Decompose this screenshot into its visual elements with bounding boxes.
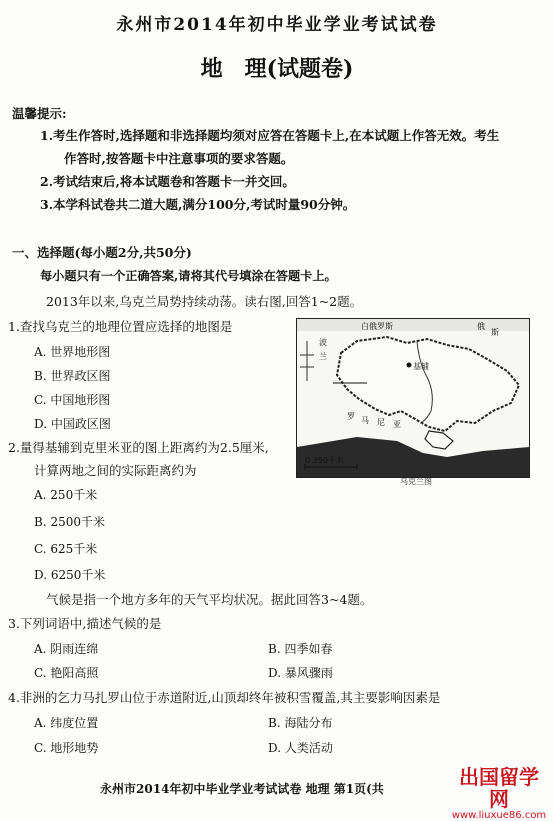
map-label-russia-a: 斯 — [491, 328, 499, 337]
map-label-poland-b: 兰 — [319, 352, 327, 361]
q2-option-a: A. 250千米 — [34, 488, 98, 502]
map-caption: 乌克兰图 — [400, 477, 432, 486]
section-instruction: 每小题只有一个正确答案,请将其代号填涂在答题卡上。 — [40, 269, 337, 283]
ukraine-map-graphic — [297, 319, 529, 477]
notice-item-2: 2.考试结束后,将本试题卷和答题卡一并交回。 — [40, 174, 295, 189]
subject-title — [0, 52, 554, 83]
map-label-kyiv: 基辅 — [413, 362, 429, 371]
section-score-note: (每小题2分,共50分) — [74, 245, 192, 260]
q3-option-d: D. 暴风骤雨 — [268, 666, 333, 680]
map-label-romania-4: 亚 — [393, 420, 401, 429]
map-label-romania-1: 罗 — [347, 412, 355, 421]
kyiv-point — [407, 363, 412, 368]
notice-heading: 温馨提示: — [12, 106, 67, 121]
section-title: 一、选择题 — [12, 245, 75, 260]
question-1-stem: 1.查找乌克兰的地理位置应选择的地图是 — [8, 319, 233, 334]
north-arrow-icon — [300, 341, 314, 381]
q3-option-a: A. 阴雨连绵 — [34, 642, 99, 656]
ukraine-map — [296, 318, 530, 478]
map-label-belarus: 白俄罗斯 — [361, 322, 393, 331]
subject-rest: 理(试题卷) — [244, 56, 354, 82]
question-2-stem: 2.量得基辅到克里米亚的图上距离约为2.5厘米, — [8, 440, 269, 455]
section-heading — [12, 243, 192, 261]
q3-option-b: B. 四季如春 — [268, 642, 333, 656]
q1-option-a: A. 世界地形图 — [34, 345, 111, 359]
q4-option-b: B. 海陆分布 — [268, 716, 333, 730]
q4-option-c: C. 地形地势 — [34, 741, 99, 755]
map-label-russia-b: 俄 — [477, 322, 485, 331]
question-3-stem: 3.下列词语中,描述气候的是 — [8, 616, 162, 631]
exam-title: 永州市2014年初中毕业学业考试试卷 — [116, 15, 438, 35]
notice-item-1: 1.考生作答时,选择题和非选择题均须对应答在答题卡上,在本试题上作答无效。考生 — [40, 128, 500, 143]
q1-option-b: B. 世界政区图 — [34, 369, 111, 383]
notice-item-3: 3.本学科试卷共二道大题,满分100分,考试时量90分钟。 — [40, 197, 356, 212]
map-label-poland-a: 波 — [319, 338, 327, 347]
q2-option-b: B. 2500千米 — [34, 515, 105, 529]
map-label-romania-2: 马 — [361, 416, 369, 425]
watermark-url: www.liuxue86.com — [451, 810, 547, 821]
question-4-stem: 4.非洲的乞力马扎罗山位于赤道附近,山顶却终年被积雪覆盖,其主要影响因素是 — [8, 690, 441, 705]
q1-option-c: C. 中国地形图 — [34, 393, 111, 407]
intro-q3-4: 气候是指一个地方多年的天气平均状况。据此回答3~4题。 — [46, 592, 373, 607]
q2-option-d: D. 6250千米 — [34, 568, 106, 582]
notice-item-1-cont: 作答时,按答题卡中注意事项的要求答题。 — [64, 151, 294, 166]
crimea-peninsula — [425, 431, 453, 449]
map-label-romania-3: 尼 — [377, 418, 385, 427]
q2-option-c: C. 625千米 — [34, 542, 98, 556]
map-scale-label: 0 250千米 — [305, 456, 344, 465]
intro-q1-2: 2013年以来,乌克兰局势持续动荡。读右图,回答1~2题。 — [46, 294, 363, 309]
q3-option-c: C. 艳阳高照 — [34, 666, 99, 680]
q1-option-d: D. 中国政区图 — [34, 417, 111, 431]
site-watermark — [450, 766, 548, 821]
watermark-title: 出国留学网 — [459, 765, 539, 811]
q4-option-a: A. 纬度位置 — [34, 716, 99, 730]
question-2-stem-cont: 计算两地之间的实际距离约为 — [34, 463, 197, 478]
subject-char: 地 — [200, 56, 223, 82]
page-footer: 永州市2014年初中毕业学业考试试卷 地理 第1页(共 — [100, 782, 384, 796]
q4-option-d: D. 人类活动 — [268, 741, 333, 755]
